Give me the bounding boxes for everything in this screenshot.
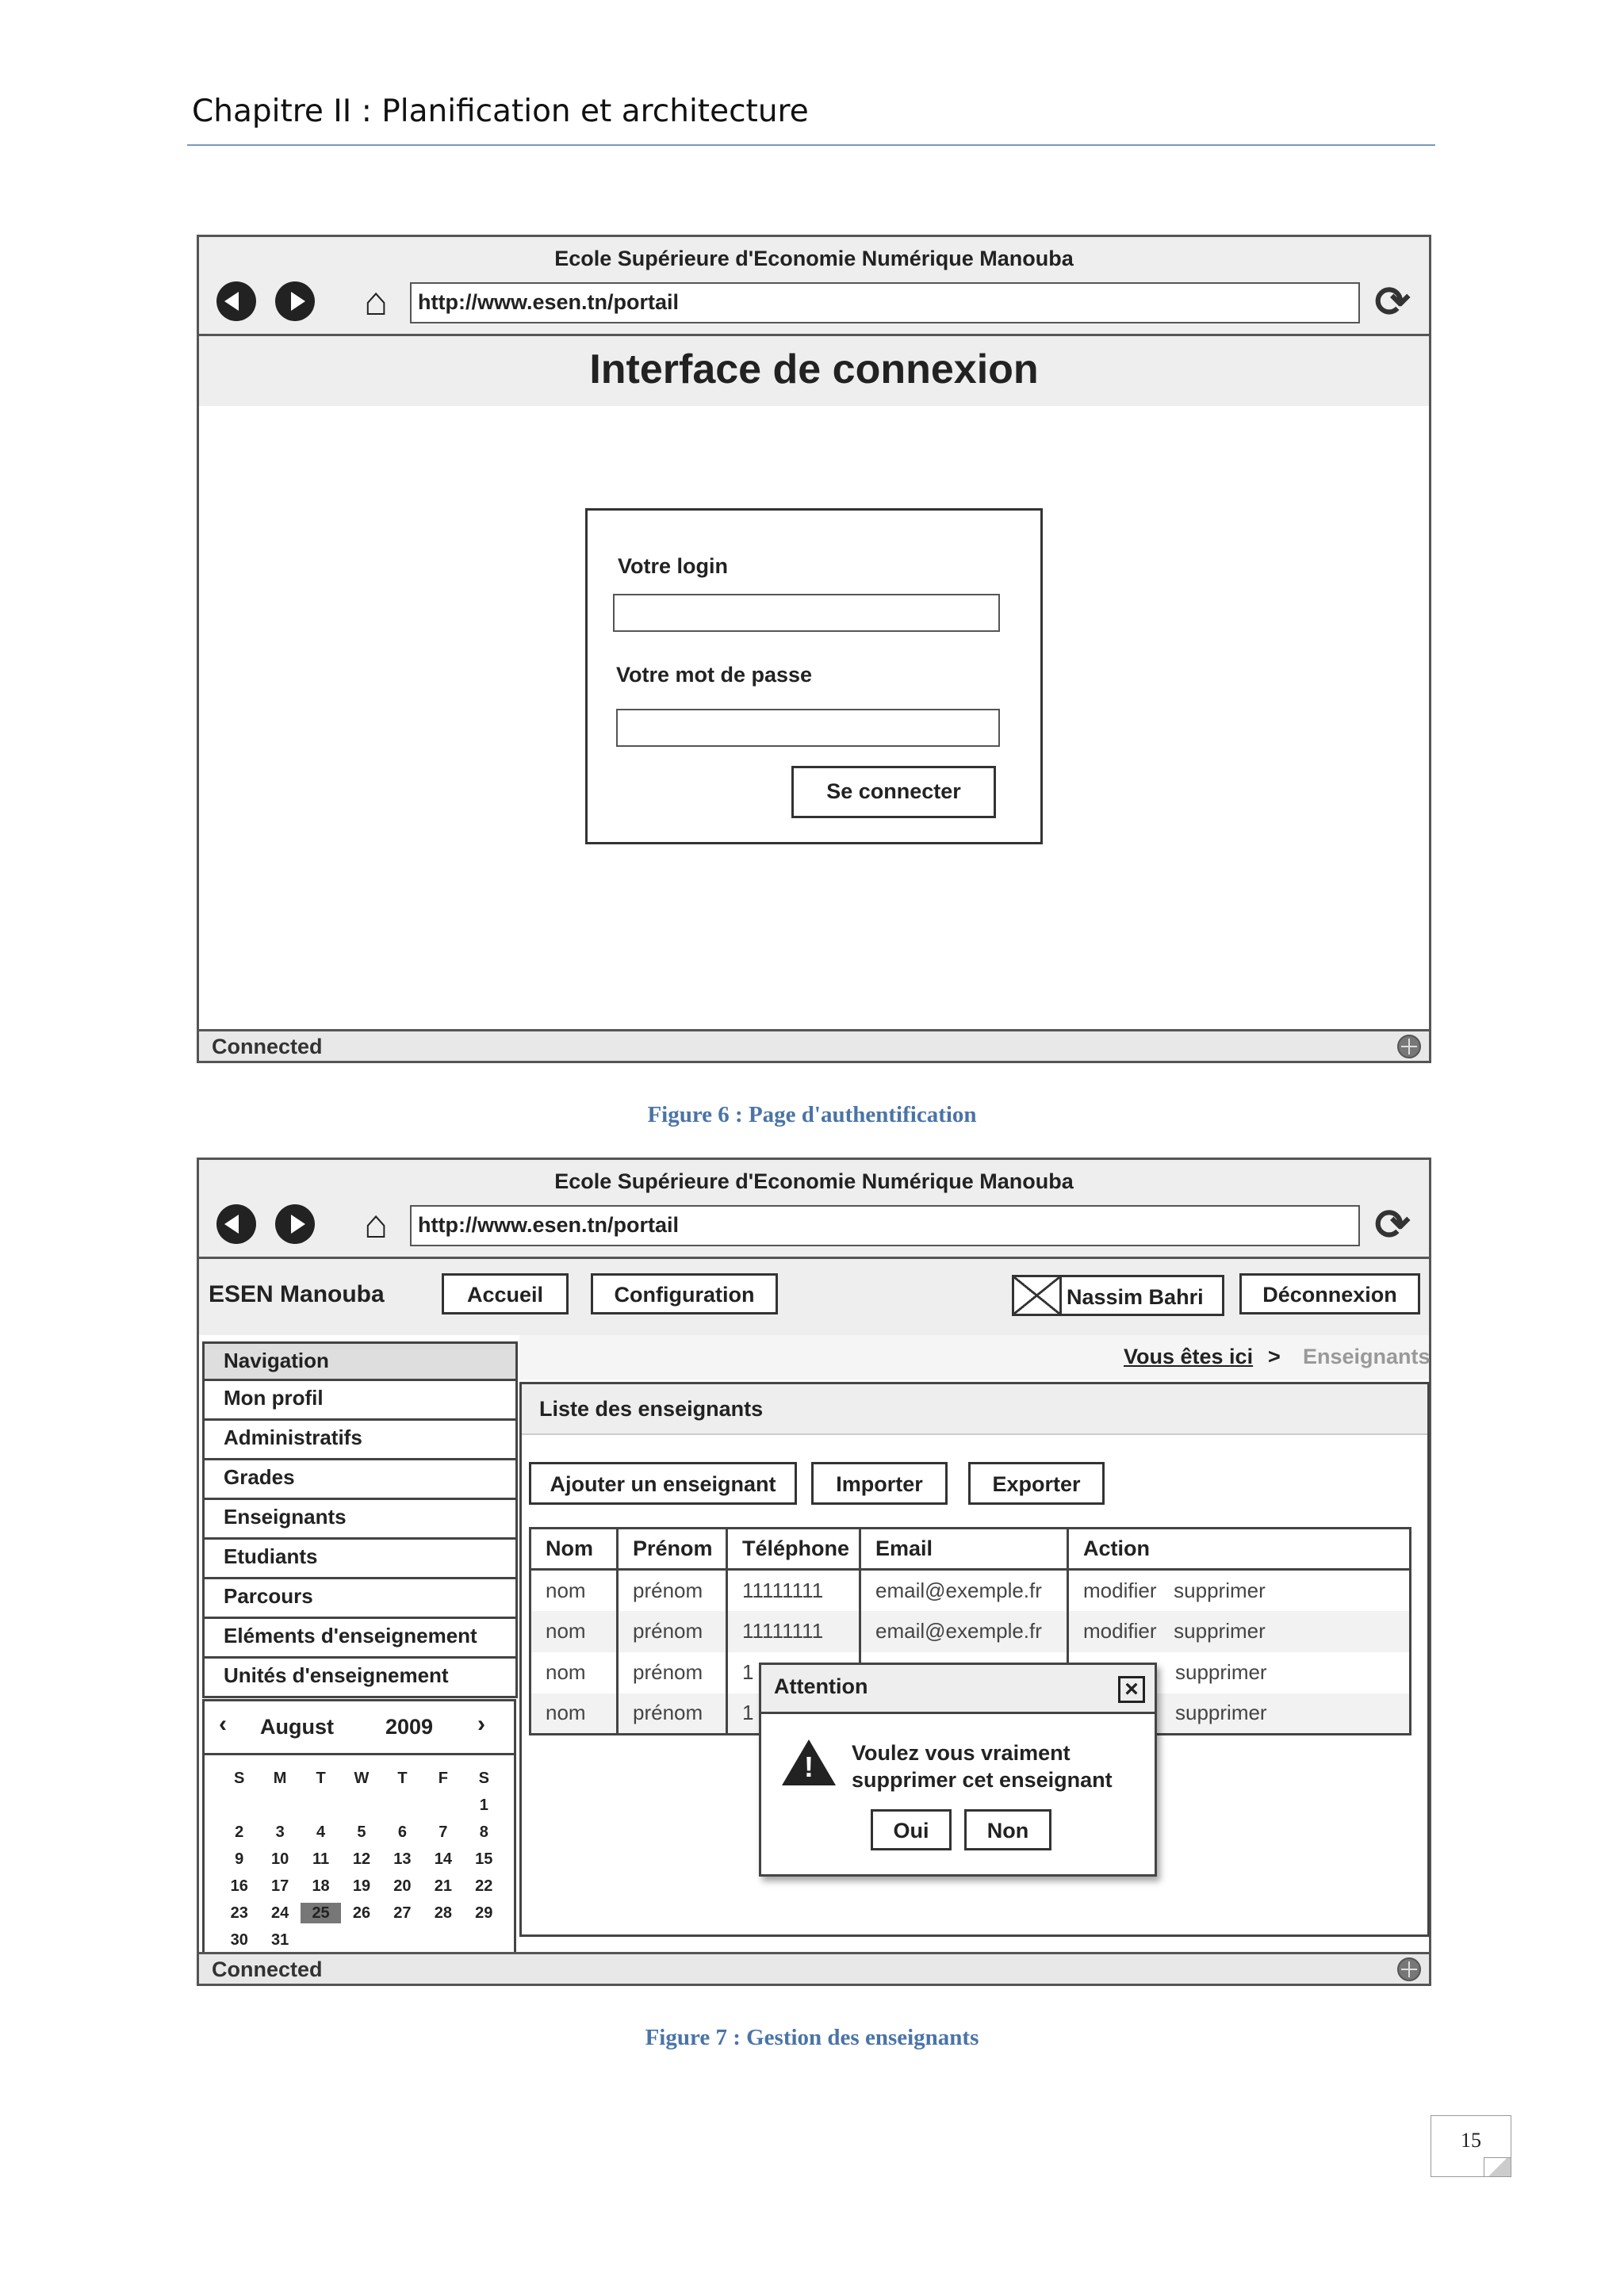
delete-link[interactable]: supprimer [1174,1619,1266,1643]
calendar-day[interactable]: 17 [271,1877,289,1895]
globe-icon [1397,1035,1421,1058]
sidebar-item-unites[interactable]: Unités d'enseignement [202,1659,518,1698]
globe-icon [1397,1957,1421,1981]
export-button[interactable]: Exporter [968,1462,1105,1505]
brand-name: ESEN Manouba [209,1281,385,1307]
configuration-button[interactable]: Configuration [591,1273,778,1314]
delete-link[interactable]: supprimer [1175,1701,1267,1725]
calendar-day[interactable]: 13 [393,1850,412,1868]
warning-icon: ! [782,1739,836,1785]
breadcrumb-link[interactable]: Vous êtes ici [1124,1345,1254,1368]
home-icon[interactable]: ⌂ [363,279,389,323]
sidebar-item-grades[interactable]: Grades [202,1460,518,1500]
column-header-prenom[interactable]: Prénom [618,1529,727,1570]
calendar-day[interactable]: 3 [275,1823,285,1841]
page-corner-fold [1484,2157,1511,2176]
dialog-message-line1: Voulez vous vraiment [852,1741,1071,1765]
cell-telephone: 11111111 [727,1570,860,1611]
teachers-wireframe-window [197,1158,1431,1986]
calendar-day[interactable]: 23 [230,1904,248,1922]
back-icon[interactable] [216,281,256,321]
dialog-header [761,1665,1155,1714]
modify-link[interactable]: modifier [1083,1619,1157,1643]
close-icon[interactable]: × [1118,1676,1145,1703]
column-header-telephone[interactable]: Téléphone [727,1529,860,1570]
page-number [1431,2115,1511,2177]
column-header-email[interactable]: Email [860,1529,1068,1570]
chapter-title: Chapitre II : Planification et architecture [192,94,809,129]
login-field[interactable] [613,594,1000,632]
calendar-day[interactable]: 8 [479,1823,488,1841]
avatar-placeholder-icon [1014,1277,1062,1314]
calendar-day[interactable]: 5 [357,1823,366,1841]
calendar-day[interactable]: 11 [312,1850,330,1868]
calendar-day[interactable]: 30 [230,1931,248,1949]
modify-link[interactable]: modifier [1083,1578,1157,1602]
page-number-text: 15 [1461,2129,1481,2152]
cell-telephone: 1 [727,1693,860,1735]
sidebar-item-mon-profil[interactable]: Mon profil [202,1381,518,1421]
cell-action [1068,1611,1411,1652]
cell-action [1068,1570,1411,1611]
calendar-empty-cell [301,1795,341,1816]
cell-prenom: prénom [618,1652,727,1693]
sidebar-heading: Navigation [202,1341,518,1381]
delete-link[interactable]: supprimer [1175,1660,1267,1684]
cell-nom: nom [530,1611,618,1652]
calendar-day[interactable]: 1 [479,1797,488,1814]
calendar-day[interactable]: 15 [475,1850,493,1868]
figure-7-caption: Figure 7 : Gestion des enseignants [645,2025,979,2050]
sidebar-item-enseignants[interactable]: Enseignants [202,1500,518,1540]
cell-prenom: prénom [618,1570,727,1611]
calendar-empty-cell [382,1795,423,1816]
password-label: Votre mot de passe [616,663,813,687]
app-header [199,1259,1429,1335]
browser-titlebar [199,237,1429,336]
calendar-day[interactable]: 4 [316,1823,326,1841]
chevron-right-icon[interactable]: › [477,1711,485,1737]
status-bar [199,1952,1429,1984]
sidebar-nav [202,1341,518,1698]
calendar-day[interactable]: 6 [397,1823,407,1841]
login-label: Votre login [618,554,728,578]
calendar-empty-cell [341,1795,381,1816]
confirm-dialog [759,1663,1157,1877]
calendar-weekday: W [354,1770,370,1787]
breadcrumb-separator: > [1268,1345,1281,1368]
browser-titlebar [199,1160,1429,1259]
login-form-box [585,508,1043,844]
column-header-nom[interactable]: Nom [530,1529,618,1570]
home-nav-button[interactable]: Accueil [442,1273,569,1314]
forward-icon[interactable] [275,1204,315,1244]
cell-prenom: prénom [618,1611,727,1652]
status-bar [199,1029,1429,1061]
chevron-left-icon[interactable]: ‹ [219,1711,227,1737]
connect-button[interactable]: Se connecter [791,766,996,818]
cell-prenom: prénom [618,1693,727,1735]
header-divider [187,144,1435,146]
login-wireframe-window [197,235,1431,1063]
calendar-empty-cell [259,1795,300,1816]
calendar-grid [219,1768,504,1950]
browser-title: Ecole Supérieure d'Economie Numérique Manouba [554,247,1074,270]
cell-email: email@exemple.fr [860,1570,1068,1611]
dialog-title: Attention [774,1674,868,1698]
cell-nom: nom [530,1652,618,1693]
calendar-day[interactable]: 26 [352,1904,371,1922]
logout-button[interactable]: Déconnexion [1239,1273,1420,1314]
back-icon[interactable] [216,1204,256,1244]
table-header-row [530,1529,1411,1570]
calendar-weekday: T [316,1770,326,1787]
refresh-icon[interactable]: ⟳ [1374,278,1411,326]
table-row [530,1570,1411,1611]
cell-email: email@exemple.fr [860,1611,1068,1652]
calendar-weekday: S [234,1770,245,1787]
browser-title: Ecole Supérieure d'Economie Numérique Manouba [554,1169,1074,1193]
breadcrumb [519,1335,1429,1380]
calendar-month: August [260,1715,334,1739]
calendar-day[interactable]: 14 [434,1850,452,1868]
calendar-year: 2009 [385,1715,434,1739]
calendar-day[interactable]: 7 [439,1823,448,1841]
calendar-widget [202,1699,516,1954]
calendar-day[interactable]: 18 [312,1877,330,1895]
password-field[interactable] [616,709,1000,747]
dialog-message-line2: supprimer cet enseignant [852,1768,1113,1792]
calendar-day[interactable]: 29 [475,1904,493,1922]
refresh-icon[interactable]: ⟳ [1374,1201,1411,1249]
delete-link[interactable]: supprimer [1174,1578,1266,1602]
home-icon[interactable]: ⌂ [363,1202,389,1246]
panel-title: Liste des enseignants [522,1384,1427,1435]
cell-nom: nom [530,1693,618,1735]
calendar-day[interactable]: 9 [235,1850,244,1868]
forward-icon[interactable] [275,281,315,321]
add-teacher-button[interactable]: Ajouter un enseignant [529,1462,797,1505]
calendar-weekday: M [273,1770,287,1787]
calendar-weekday: F [438,1770,448,1787]
calendar-day[interactable]: 21 [434,1877,452,1895]
figure-6-caption: Figure 6 : Page d'authentification [647,1102,977,1127]
status-text: Connected [212,1957,323,1981]
calendar-day[interactable]: 20 [393,1877,412,1895]
calendar-weekday: S [478,1770,489,1787]
confirm-no-button[interactable]: Non [964,1809,1051,1850]
calendar-empty-cell [423,1795,463,1816]
sidebar-item-parcours[interactable]: Parcours [202,1579,518,1619]
calendar-day[interactable]: 24 [271,1904,289,1922]
calendar-day[interactable]: 27 [393,1904,412,1922]
calendar-day[interactable]: 16 [230,1877,248,1895]
status-text: Connected [212,1035,323,1058]
sidebar-item-elements[interactable]: Eléments d'enseignement [202,1619,518,1659]
calendar-day[interactable]: 2 [235,1823,244,1841]
user-name: Nassim Bahri [1067,1285,1204,1309]
calendar-day[interactable]: 10 [271,1850,289,1868]
page-heading: Interface de connexion [199,336,1429,406]
cell-telephone: 1 [727,1652,860,1693]
url-bar[interactable]: http://www.esen.tn/portail [410,1205,1360,1246]
url-bar[interactable]: http://www.esen.tn/portail [410,282,1360,323]
calendar-header [205,1701,514,1755]
confirm-yes-button[interactable]: Oui [871,1809,952,1850]
import-button[interactable]: Importer [811,1462,948,1505]
calendar-day[interactable]: 22 [475,1877,493,1895]
calendar-day[interactable]: 19 [352,1877,371,1895]
calendar-day[interactable]: 31 [271,1931,289,1949]
user-button[interactable] [1012,1275,1224,1316]
calendar-day[interactable]: 12 [352,1850,371,1868]
breadcrumb-current: Enseignants [1303,1345,1431,1368]
calendar-day[interactable]: 28 [434,1904,452,1922]
table-row [530,1611,1411,1652]
cell-nom: nom [530,1570,618,1611]
column-header-action[interactable]: Action [1068,1529,1411,1570]
sidebar-item-administratifs[interactable]: Administratifs [202,1421,518,1460]
calendar-day[interactable]: 25 [301,1903,341,1923]
sidebar-item-etudiants[interactable]: Etudiants [202,1540,518,1579]
cell-telephone: 11111111 [727,1611,860,1652]
calendar-empty-cell [219,1795,259,1816]
calendar-weekday: T [397,1770,408,1787]
